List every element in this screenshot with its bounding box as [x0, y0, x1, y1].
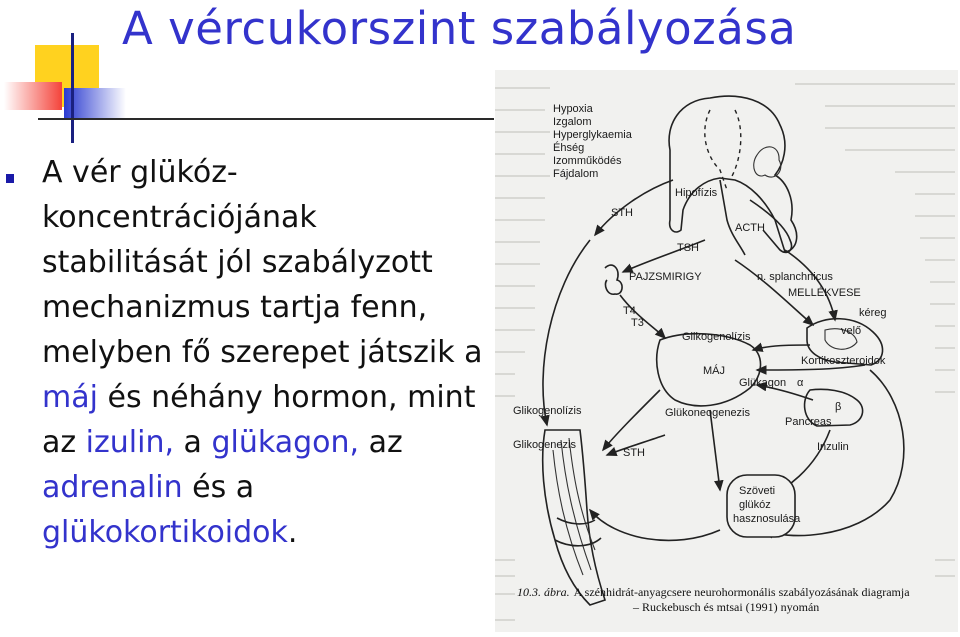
diagram-figure: [495, 70, 958, 632]
highlight-adrenalin: adrenalin: [42, 470, 183, 505]
caption-number: 10.3. ábra.: [517, 585, 570, 599]
label-sth-bottom: STH: [623, 447, 645, 459]
label-glukoz: glükóz: [739, 499, 771, 511]
label-glikogenolizis-mid: Glikogenolízis: [682, 331, 751, 343]
label-glukoneogenezis: Glükoneogenezis: [665, 407, 751, 419]
label-beta: β: [835, 401, 842, 413]
figure-credit: – Ruckebusch és mtsai (1991) nyomán: [633, 600, 820, 614]
text-part: .: [287, 515, 298, 550]
arrow-acth-to-adrenal: [785, 250, 835, 320]
dashed-neural-path: [731, 110, 741, 178]
label-t4: T4: [623, 305, 636, 317]
text-part: az: [359, 425, 403, 460]
label-kortikoszteroidok: Kortikoszteroidok: [801, 355, 886, 367]
label-maj: MÁJ: [703, 365, 725, 377]
arrow-adrenal-to-liver: [753, 345, 810, 350]
bullet-marker: [6, 174, 14, 183]
bullet-text: [42, 150, 486, 555]
stimulus: Izomműködés: [553, 155, 622, 167]
label-tsh: TSH: [677, 242, 699, 254]
label-glukagon: Glükagon: [739, 377, 787, 389]
label-pajzsmirigy: PAJZSMIRIGY: [629, 271, 702, 283]
text-part: és néhány hormon, mint az: [42, 380, 476, 460]
hypophysis-stalk: [720, 180, 745, 255]
decor-vertical-line: [71, 33, 74, 143]
text-part: A vér glükóz-koncentrációjának stabilitását jól szabályzott mechanizmus tartja fenn, melyben fő szerepet játszik a: [42, 155, 483, 370]
decor-horizontal-line: [38, 118, 494, 120]
page-title: A vércukorszint szabályozása: [122, 2, 797, 55]
arrow-hypophysis-to-sth: [595, 180, 673, 235]
regulation-diagram: [495, 70, 958, 632]
label-splanchnicus: n. splanchnicus: [757, 271, 833, 283]
stimulus: Hypoxia: [553, 103, 593, 115]
stimulus: Izgalom: [553, 116, 592, 128]
decor-red-bar: [4, 82, 62, 110]
thyroid-outline: [605, 265, 622, 294]
label-alpha: α: [797, 377, 804, 389]
arrow-left-loop: [543, 240, 590, 425]
stimulus: Éhség: [553, 142, 585, 154]
stimulus: Hyperglykaemia: [553, 129, 632, 141]
label-szoveti: Szöveti: [739, 485, 776, 497]
label-t3: T3: [631, 317, 644, 329]
label-sth-top: STH: [611, 207, 633, 219]
label-glikogenezis: Glikogenezis: [513, 439, 576, 451]
arrow-liver-to-tissue: [710, 410, 720, 490]
label-acth: ACTH: [735, 222, 765, 234]
label-velo: velő: [841, 325, 862, 337]
caption-text: A szénhidrát-anyagcsere neurohormonális szabályozásának diagramja: [573, 585, 910, 599]
text-part: a: [174, 425, 212, 460]
label-hipofizis: Hipofízis: [675, 187, 718, 199]
label-inzulin: Inzulin: [817, 441, 849, 453]
arrow-liver-to-muscle: [603, 390, 660, 450]
label-mellekvese: MELLÉKVESE: [788, 287, 861, 299]
highlight-glukokortikoidok: glükokortikoidok: [42, 515, 288, 550]
arrow-bottom-loop: [590, 510, 720, 540]
bullet-list: [6, 150, 486, 555]
text-part: és a: [182, 470, 255, 505]
stimulus: Fájdalom: [553, 168, 599, 180]
highlight-izulin: izulin,: [85, 425, 174, 460]
label-kereg: kéreg: [859, 307, 887, 319]
highlight-maj: máj: [42, 380, 98, 415]
highlight-glukagon: glükagon,: [211, 425, 360, 460]
label-pancreas: Pancreas: [785, 416, 832, 428]
figure-caption: [517, 585, 910, 599]
label-glikogenolizis-left: Glikogenolízis: [513, 405, 582, 417]
label-hasznosulasa: hasznosulása: [733, 513, 801, 525]
